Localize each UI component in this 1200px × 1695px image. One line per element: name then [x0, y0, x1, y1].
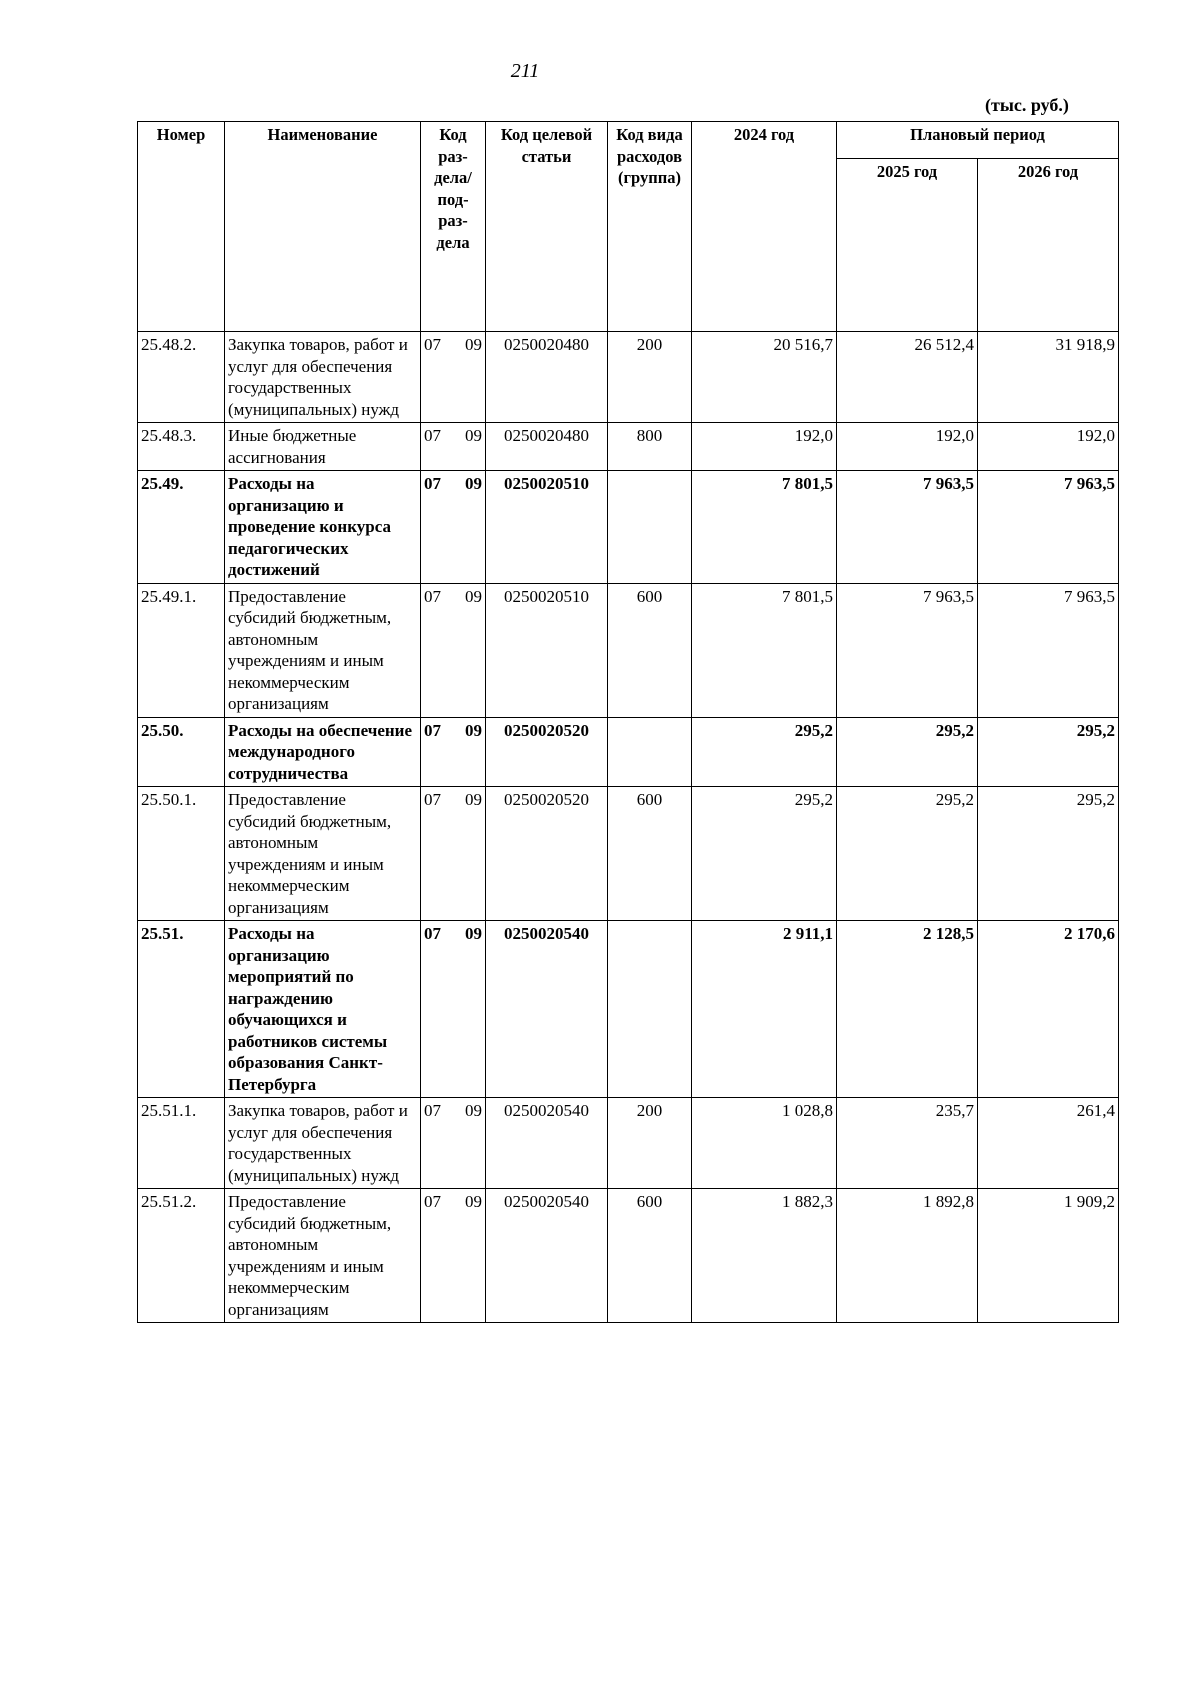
- table-row: [138, 583, 1119, 717]
- row-expense-type: [608, 921, 692, 1098]
- units-label: (тыс. руб.): [985, 95, 1069, 115]
- row-subsection: 09: [465, 474, 482, 493]
- row-number: 25.49.: [138, 471, 225, 584]
- table-row: [138, 921, 1119, 1098]
- header-expense-type-code: Код вида расходов (группа): [608, 122, 692, 332]
- row-number: 25.51.: [138, 921, 225, 1098]
- row-subsection: 09: [465, 790, 482, 809]
- row-section: 07: [424, 924, 441, 943]
- row-subsection: 09: [465, 924, 482, 943]
- row-amount-2024: 295,2: [692, 717, 837, 787]
- row-section: 07: [424, 1192, 441, 1211]
- row-number: 25.48.2.: [138, 332, 225, 423]
- row-expense-type: [608, 471, 692, 584]
- row-section: 07: [424, 335, 441, 354]
- row-amount-2024: 7 801,5: [692, 583, 837, 717]
- table-row: [138, 717, 1119, 787]
- row-name: Закупка товаров, работ и услуг для обеспечения государственных (муниципальных) нужд: [225, 1098, 421, 1189]
- row-name: Расходы на организацию мероприятий по награждению обучающихся и работников системы образования Санкт-Петербурга: [225, 921, 421, 1098]
- table-row: [138, 1189, 1119, 1323]
- row-section: 07: [424, 474, 441, 493]
- budget-table: [137, 121, 1119, 1323]
- row-amount-2025: 7 963,5: [837, 471, 978, 584]
- row-section-code: [421, 921, 486, 1098]
- row-name: Предоставление субсидий бюджетным, автономным учреждениям и иным некоммерческим организациям: [225, 583, 421, 717]
- table-body: [138, 332, 1119, 1323]
- table-row: [138, 332, 1119, 423]
- table-row: [138, 1098, 1119, 1189]
- row-amount-2024: 20 516,7: [692, 332, 837, 423]
- table-row: [138, 787, 1119, 921]
- row-name: Предоставление субсидий бюджетным, автономным учреждениям и иным некоммерческим организациям: [225, 1189, 421, 1323]
- row-amount-2024: 1 028,8: [692, 1098, 837, 1189]
- row-amount-2025: 295,2: [837, 717, 978, 787]
- row-section-code: [421, 787, 486, 921]
- row-section-code: [421, 1098, 486, 1189]
- row-expense-type: [608, 717, 692, 787]
- row-target-code: 0250020480: [486, 423, 608, 471]
- row-number: 25.49.1.: [138, 583, 225, 717]
- row-section: 07: [424, 790, 441, 809]
- row-amount-2025: 7 963,5: [837, 583, 978, 717]
- row-name: Иные бюджетные ассигнования: [225, 423, 421, 471]
- row-name: Закупка товаров, работ и услуг для обеспечения государственных (муниципальных) нужд: [225, 332, 421, 423]
- row-section: 07: [424, 426, 441, 445]
- row-expense-type: 600: [608, 583, 692, 717]
- row-amount-2025: 26 512,4: [837, 332, 978, 423]
- row-expense-type: 800: [608, 423, 692, 471]
- row-target-code: 0250020520: [486, 787, 608, 921]
- row-number: 25.50.: [138, 717, 225, 787]
- row-amount-2026: 7 963,5: [978, 471, 1119, 584]
- row-amount-2024: 2 911,1: [692, 921, 837, 1098]
- header-planned-period: Плановый период: [837, 122, 1119, 159]
- header-number: Номер: [138, 122, 225, 332]
- row-amount-2025: 235,7: [837, 1098, 978, 1189]
- row-target-code: 0250020510: [486, 583, 608, 717]
- row-section: 07: [424, 720, 441, 740]
- row-name: Предоставление субсидий бюджетным, автономным учреждениям и иным некоммерческим организациям: [225, 787, 421, 921]
- row-target-code: 0250020540: [486, 1189, 608, 1323]
- row-expense-type: 600: [608, 787, 692, 921]
- header-year-2025: 2025 год: [837, 159, 978, 332]
- row-subsection: 09: [465, 720, 482, 740]
- table-row: [138, 471, 1119, 584]
- row-amount-2026: 261,4: [978, 1098, 1119, 1189]
- row-expense-type: 200: [608, 1098, 692, 1189]
- row-section-code: [421, 1189, 486, 1323]
- row-target-code: 0250020520: [486, 717, 608, 787]
- row-amount-2026: 7 963,5: [978, 583, 1119, 717]
- row-amount-2024: 192,0: [692, 423, 837, 471]
- row-section-code: [421, 332, 486, 423]
- row-amount-2026: 31 918,9: [978, 332, 1119, 423]
- row-section-code: [421, 583, 486, 717]
- row-number: 25.51.2.: [138, 1189, 225, 1323]
- row-number: 25.48.3.: [138, 423, 225, 471]
- row-amount-2025: 2 128,5: [837, 921, 978, 1098]
- header-name: Наименование: [225, 122, 421, 332]
- table-header: [138, 122, 1119, 332]
- row-expense-type: 600: [608, 1189, 692, 1323]
- row-amount-2025: 295,2: [837, 787, 978, 921]
- row-amount-2024: 1 882,3: [692, 1189, 837, 1323]
- row-subsection: 09: [465, 426, 482, 445]
- row-amount-2026: 192,0: [978, 423, 1119, 471]
- row-target-code: 0250020510: [486, 471, 608, 584]
- page-number: 211: [510, 60, 540, 82]
- row-name: Расходы на обеспечение международного сотрудничества: [225, 717, 421, 787]
- row-target-code: 0250020540: [486, 921, 608, 1098]
- row-subsection: 09: [465, 1192, 482, 1211]
- row-target-code: 0250020540: [486, 1098, 608, 1189]
- row-expense-type: 200: [608, 332, 692, 423]
- row-amount-2025: 192,0: [837, 423, 978, 471]
- row-amount-2024: 7 801,5: [692, 471, 837, 584]
- row-amount-2024: 295,2: [692, 787, 837, 921]
- row-section: 07: [424, 586, 441, 606]
- row-subsection: 09: [465, 1101, 482, 1120]
- row-section: 07: [424, 1101, 441, 1120]
- row-section-code: [421, 717, 486, 787]
- row-subsection: 09: [465, 586, 482, 606]
- header-section-code: Код раз-дела/ под-раз-дела: [421, 122, 486, 332]
- table-row: [138, 423, 1119, 471]
- row-amount-2025: 1 892,8: [837, 1189, 978, 1323]
- row-number: 25.51.1.: [138, 1098, 225, 1189]
- row-amount-2026: 295,2: [978, 787, 1119, 921]
- row-name: Расходы на организацию и проведение конкурса педагогических достижений: [225, 471, 421, 584]
- row-amount-2026: 1 909,2: [978, 1189, 1119, 1323]
- row-target-code: 0250020480: [486, 332, 608, 423]
- row-subsection: 09: [465, 335, 482, 354]
- row-number: 25.50.1.: [138, 787, 225, 921]
- row-section-code: [421, 471, 486, 584]
- row-amount-2026: 2 170,6: [978, 921, 1119, 1098]
- header-year-2024: 2024 год: [692, 122, 837, 332]
- row-amount-2026: 295,2: [978, 717, 1119, 787]
- header-year-2026: 2026 год: [978, 159, 1119, 332]
- header-target-code: Код целевой статьи: [486, 122, 608, 332]
- row-section-code: [421, 423, 486, 471]
